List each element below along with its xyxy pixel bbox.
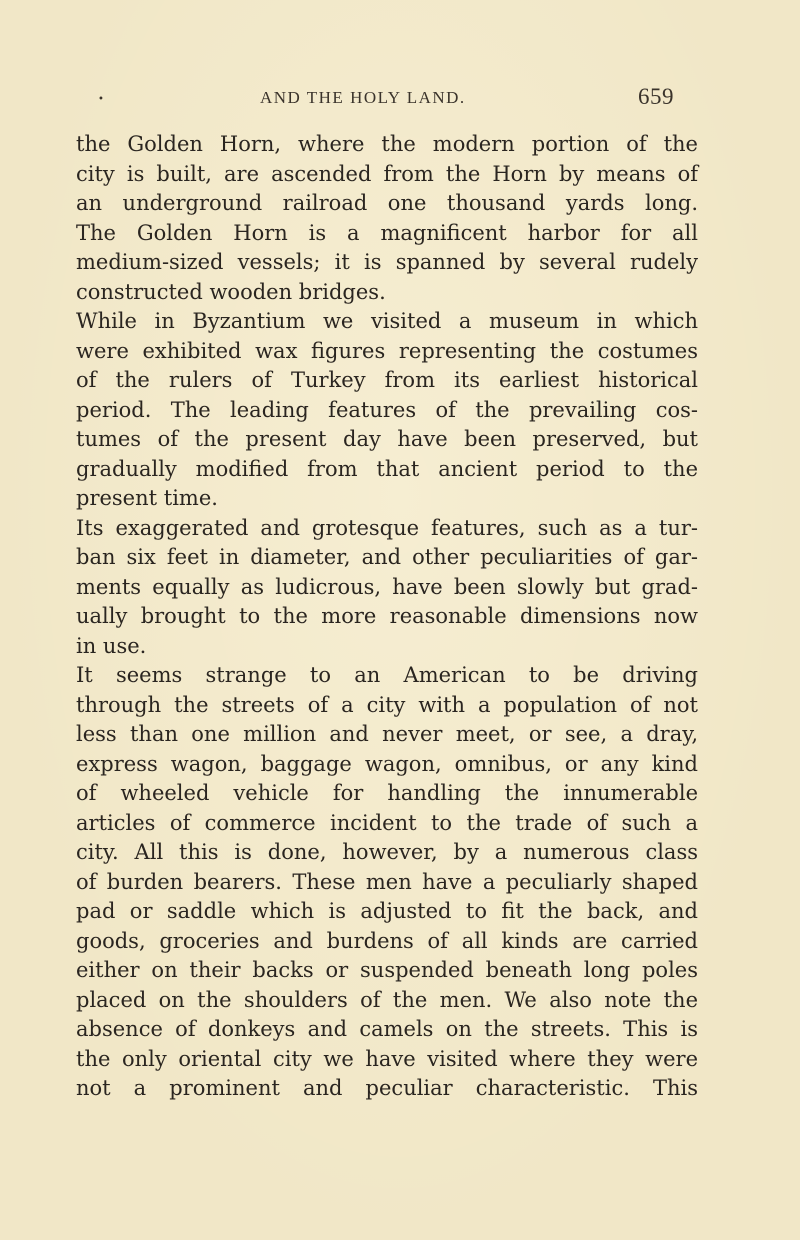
- text-line: constructed wooden bridges.: [76, 279, 386, 304]
- text-line: ban six feet in diameter, and other peculiarities of gar-: [76, 545, 698, 569]
- text-line: ually brought to the more reasonable dimensions now: [76, 604, 698, 628]
- text-line: less than one million and never meet, or see, a dray,: [76, 722, 698, 746]
- text-line: the Golden Horn, where the modern portion of the: [76, 132, 698, 156]
- running-head: [90, 84, 690, 118]
- text-line: were exhibited wax figures representing the costumes: [76, 338, 698, 363]
- text-line: While in Byzantium we visited a museum in which: [76, 309, 698, 333]
- page-number: 659: [638, 84, 674, 109]
- running-head-title: AND THE HOLY LAND.: [260, 88, 466, 107]
- text-line: The Golden Horn is a magnificent harbor for all: [76, 220, 698, 245]
- text-line: the only oriental city we have visited where they were: [76, 1046, 698, 1071]
- text-line: period. The leading features of the prevailing cos-: [76, 397, 698, 422]
- text-line: of burden bearers. These men have a peculiarly shaped: [76, 869, 698, 894]
- text-line: not a prominent and peculiar characteristic. This: [76, 1076, 698, 1100]
- text-line: tumes of the present day have been preserved, but: [76, 427, 698, 451]
- text-line: through the streets of a city with a population of not: [76, 692, 698, 717]
- text-line: articles of commerce incident to the trade of such a: [76, 810, 698, 835]
- text-line: placed on the shoulders of the men. We also note the: [76, 987, 698, 1012]
- text-line: city. All this is done, however, by a numerous class: [76, 840, 698, 864]
- text-line: either on their backs or suspended beneath long poles: [76, 958, 698, 982]
- text-line: an underground railroad one thousand yards long.: [76, 191, 698, 215]
- text-line: gradually modified from that ancient period to the: [76, 456, 698, 481]
- running-head-marker: •: [98, 94, 104, 105]
- text-line: present time.: [76, 486, 218, 510]
- text-line: of wheeled vehicle for handling the innumerable: [76, 781, 698, 805]
- body-text: [76, 130, 698, 1130]
- text-line: absence of donkeys and camels on the streets. This is: [76, 1017, 698, 1041]
- text-line: in use.: [76, 633, 147, 658]
- text-line: goods, groceries and burdens of all kinds are carried: [76, 928, 698, 953]
- text-line: medium-sized vessels; it is spanned by several rudely: [76, 250, 698, 274]
- text-line: city is built, are ascended from the Horn by means of: [76, 161, 698, 186]
- text-line: pad or saddle which is adjusted to fit the back, and: [76, 899, 698, 923]
- text-line: It seems strange to an American to be driving: [76, 663, 698, 687]
- text-line: Its exaggerated and grotesque features, such as a tur-: [76, 515, 698, 540]
- text-line: express wagon, baggage wagon, omnibus, or any kind: [76, 751, 698, 776]
- text-line: ments equally as ludicrous, have been slowly but grad-: [76, 574, 698, 599]
- text-line: of the rulers of Turkey from its earliest historical: [76, 368, 698, 392]
